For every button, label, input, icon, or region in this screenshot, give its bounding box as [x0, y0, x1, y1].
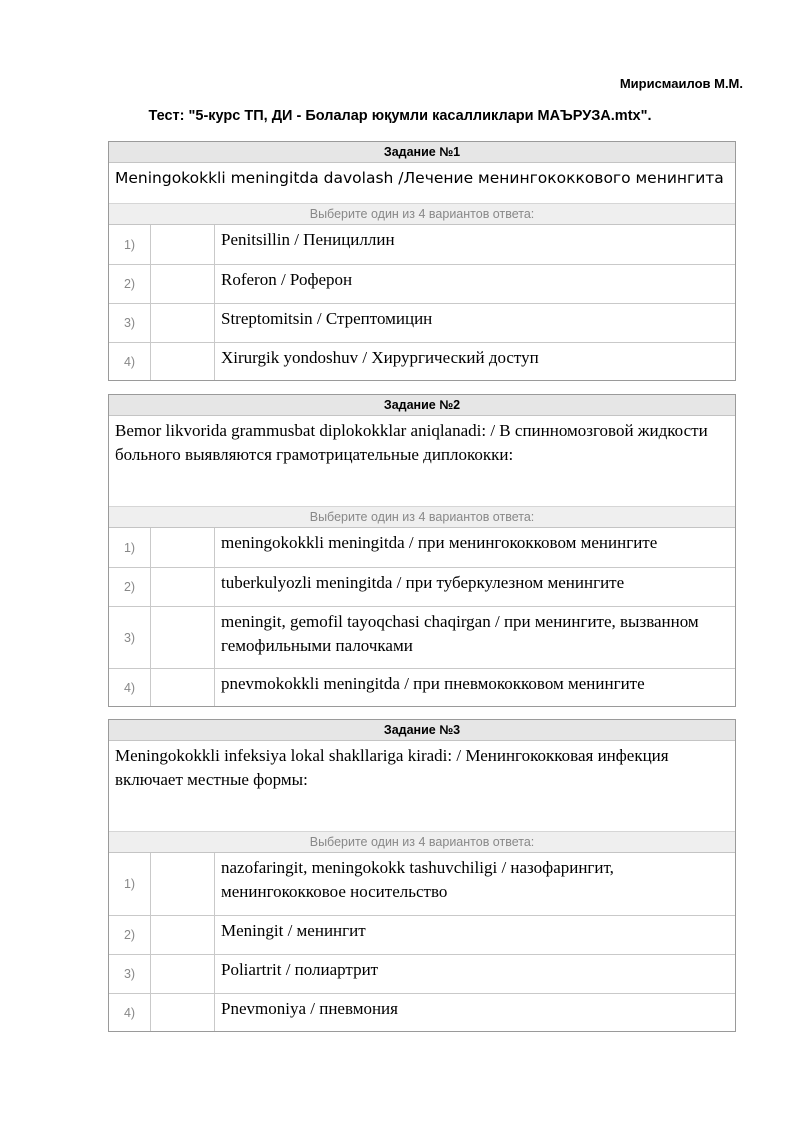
answer-option[interactable] [109, 303, 735, 342]
answer-mark-cell[interactable] [151, 528, 215, 567]
answer-option[interactable] [109, 915, 735, 954]
answer-mark-cell[interactable] [151, 607, 215, 668]
answer-text: meningit, gemofil tayoqchasi chaqirgan / при менингите, вызванном гемофильными палочками [221, 612, 699, 655]
task-1 [108, 141, 736, 381]
answer-list [109, 528, 735, 706]
answer-text: Xirurgik yondoshuv / Хирургический доступ [221, 348, 539, 367]
answer-option[interactable] [109, 225, 735, 264]
answer-number: 2) [109, 265, 151, 303]
answer-instruction: Выберите один из 4 вариантов ответа: [109, 506, 735, 528]
answer-instruction: Выберите один из 4 вариантов ответа: [109, 203, 735, 225]
answer-text: Streptomitsin / Стрептомицин [221, 309, 433, 328]
test-title: Тест: "5-курс ТП, ДИ - Болалар юқумли касалликлари МАЪРУЗА.mtx". [148, 108, 652, 124]
task-2 [108, 394, 736, 707]
author-name: Мирисмаилов М.М. [619, 76, 743, 91]
answer-mark-cell[interactable] [151, 343, 215, 380]
answer-text: Poliartrit / полиартрит [221, 960, 379, 979]
answer-mark-cell[interactable] [151, 916, 215, 954]
answer-mark-cell[interactable] [151, 669, 215, 706]
answer-option[interactable] [109, 954, 735, 993]
question-text: Meningokokkli meningitda davolash /Лечение менингококкового менингита [115, 169, 724, 187]
answer-text: pnevmokokkli meningitda / при пневмококковом менингите [221, 674, 645, 693]
answer-text: meningokokkli meningitda / при менингококковом менингите [221, 533, 658, 552]
answer-number: 3) [109, 955, 151, 993]
answer-number: 4) [109, 994, 151, 1031]
answer-option[interactable] [109, 606, 735, 668]
answer-number: 1) [109, 853, 151, 915]
answer-option[interactable] [109, 264, 735, 303]
answer-number: 4) [109, 669, 151, 706]
answer-number: 1) [109, 528, 151, 567]
answer-number: 1) [109, 225, 151, 264]
answer-number: 4) [109, 343, 151, 380]
answer-number: 2) [109, 568, 151, 606]
task-header: Задание №3 [109, 720, 735, 741]
question-text: Meningokokkli infeksiya lokal shakllariga kiradi: / Менингококковая инфекция включает местные формы: [115, 746, 669, 789]
answer-option[interactable] [109, 528, 735, 567]
answer-mark-cell[interactable] [151, 304, 215, 342]
answer-option[interactable] [109, 668, 735, 706]
answer-mark-cell[interactable] [151, 955, 215, 993]
answer-text: Penitsillin / Пенициллин [221, 230, 395, 249]
answer-option[interactable] [109, 342, 735, 380]
task-3 [108, 719, 736, 1032]
answer-instruction: Выберите один из 4 вариантов ответа: [109, 831, 735, 853]
task-header: Задание №2 [109, 395, 735, 416]
answer-text: Roferon / Роферон [221, 270, 353, 289]
answer-number: 2) [109, 916, 151, 954]
answer-option[interactable] [109, 993, 735, 1031]
answer-text: tuberkulyozli meningitda / при туберкулезном менингите [221, 573, 625, 592]
answer-mark-cell[interactable] [151, 994, 215, 1031]
answer-list [109, 225, 735, 380]
answer-mark-cell[interactable] [151, 225, 215, 264]
answer-text: nazofaringit, meningokokk tashuvchiligi / назофарингит, менингококковое носительство [221, 858, 614, 901]
answer-number: 3) [109, 607, 151, 668]
answer-list [109, 853, 735, 1031]
answer-text: Meningit / менингит [221, 921, 366, 940]
question-text: Bemor likvorida grammusbat diplokokklar aniqlanadi: / В спинномозговой жидкости больного выявляются грамотрицательные диплококки: [115, 421, 708, 464]
answer-mark-cell[interactable] [151, 568, 215, 606]
answer-option[interactable] [109, 853, 735, 915]
answer-text: Pnevmoniya / пневмония [221, 999, 398, 1018]
answer-mark-cell[interactable] [151, 265, 215, 303]
task-header: Задание №1 [109, 142, 735, 163]
answer-mark-cell[interactable] [151, 853, 215, 915]
answer-option[interactable] [109, 567, 735, 606]
answer-number: 3) [109, 304, 151, 342]
